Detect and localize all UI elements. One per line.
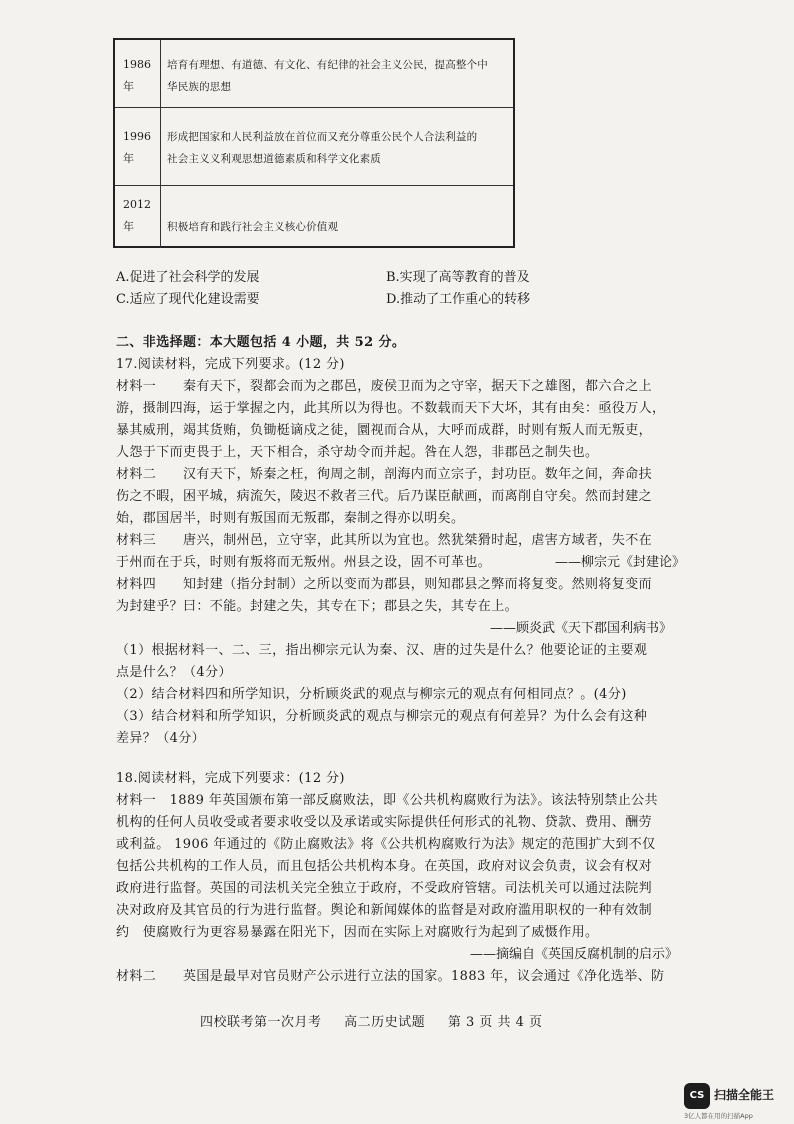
q18-material-line: 材料一 1889 年英国颁布第一部反腐败法，即《公共机构腐败行为法》。该法特别禁止公共 [116,793,658,808]
table-content-cell: 培育有理想、有道德、有文化、有纪律的社会主义公民，提高整个中 华民族的思想 [167,59,488,93]
q17-material-line: 材料一 秦有天下，裂都会而为之郡邑，废侯卫而为之守宰，据天下之雄图，都六合之上 [116,379,653,394]
footer-page-number: 第 3 页 共 4 页 [447,1015,543,1030]
q17-material-line: 暴其威刑，竭其货贿，负锄梃谪戍之徒，圜视而合从，大呼而成群，时则有叛人而无叛吏， [116,423,653,438]
table-content-cell: 形成把国家和人民利益放在首位而又充分尊重公民个人合法利益的 社会主义义利观思想道德素质和科学文化素质 [167,131,478,165]
q17-question: 点是什么？（4分） [116,665,232,680]
q18-material-line: 包括公共机构的工作人员，而且包括公共机构本身。在英国，政府对议会负责，议会有权对 [116,859,653,874]
q17-material-line: 材料三 唐兴，制州邑，立守宰，此其所以为宜也。然犹桀猾时起，虐害方域者，失不在 [116,533,653,548]
q18-material-line: 约 使腐败行为更容易暴露在阳光下，因而在实际上对腐败行为起到了威慑作用。 [116,925,599,940]
q17-material-line: 人怨于下而吏畏于上，天下相合，杀守劫令而并起。咎在人怨，非郡邑之制失也。 [116,445,599,460]
q17-material-line: 始，郡国居半，时则有叛国而无叛郡，秦制之得亦以明矣。 [116,511,465,526]
section-heading: 二、非选择题：本大题包括 4 小题，共 52 分。 [116,335,406,350]
q18-material-line: 政府进行监督。英国的司法机关完全独立于政府，不受政府管辖。司法机关可以通过法院判 [116,881,653,896]
q17-material-line: 材料二 汉有天下，矫秦之枉，徇周之制，剖海内而立宗子，封功臣。数年之间，奔命扶 [116,467,653,482]
q17-material-line: 伤之不暇，困平城，病流矢，陵迟不救者三代。后乃谋臣献画，而离削自守矣。然而封建之 [116,489,653,504]
table-year-cell: 1996 年 [115,108,161,185]
page-footer [200,1011,561,1030]
policy-table [113,38,515,248]
table-year-cell: 1986 年 [115,40,161,107]
table-row [115,108,513,186]
footer-exam: 四校联考第一次月考 [200,1015,322,1030]
option-a: A.促进了社会科学的发展 [116,270,260,285]
option-d: D.推动了工作重心的转移 [386,292,531,307]
table-content-cell: 积极培育和践行社会主义核心价值观 [167,221,339,233]
q17-source: ——柳宗元《封建论》 [555,555,686,570]
scanner-tagline: 3亿人都在用的扫描App [684,1112,753,1120]
q18-title: 18.阅读材料，完成下列要求：(12 分) [116,771,345,786]
q18-material-line: 或利益。 1906 年通过的《防止腐败法》将《公共机构腐败行为法》规定的范围扩大到不仅 [116,837,656,852]
q17-question: （3）结合材料和所学知识，分析顾炎武的观点与柳宗元的观点有何差异？为什么会有这种 [116,709,648,724]
q17-material-line: 于州而在于兵，时则有叛将而无叛州。州县之设，固不可革也。 [116,555,492,570]
table-year-cell: 2012 年 [115,186,161,248]
q17-question: 差异？（4分） [116,731,206,746]
footer-subject: 高二历史试题 [344,1015,426,1030]
q17-question: （1）根据材料一、二、三，指出柳宗元认为秦、汉、唐的过失是什么？他要论证的主要观 [116,643,648,658]
table-row [115,40,513,108]
option-c: C.适应了现代化建设需要 [116,292,260,307]
q18-material-line: 材料二 英国是最早对官员财产公示进行立法的国家。1883 年，议会通过《净化选举、防 [116,969,665,984]
table-row [115,186,513,248]
scanner-watermark [684,1083,794,1121]
q17-question: （2）结合材料四和所学知识，分析顾炎武的观点与柳宗元的观点有何相同点？。(4分) [116,687,627,702]
scanner-logo-icon: CS [684,1083,710,1109]
q18-material-line: 机构的任何人员收受或者要求收受以及承诺或实际提供任何形式的礼物、贷款、费用、酬劳 [116,815,653,830]
q18-material-line: 决对政府及其官员的行为进行监督。舆论和新闻媒体的监督是对政府滥用职权的一种有效制 [116,903,653,918]
q17-material-line: 游，摄制四海，运于掌握之内，此其所以为得也。不数载而天下大坏，其有由矣：亟役万人， [116,401,666,416]
q17-source: ——顾炎武《天下郡国利病书》 [490,621,673,636]
q17-material-line: 为封建乎？曰：不能。封建之失，其专在下；郡县之失，其专在上。 [116,599,519,614]
scanner-app-name: 扫描全能王 [714,1088,775,1102]
q17-material-line: 材料四 知封建（指分封制）之所以变而为郡县，则知郡县之弊而将复变。然则将复变而 [116,577,653,592]
option-b: B.实现了高等教育的普及 [386,270,530,285]
q17-title: 17.阅读材料，完成下列要求。(12 分) [116,357,345,372]
q18-source: ——摘编自《英国反腐机制的启示》 [470,947,679,962]
